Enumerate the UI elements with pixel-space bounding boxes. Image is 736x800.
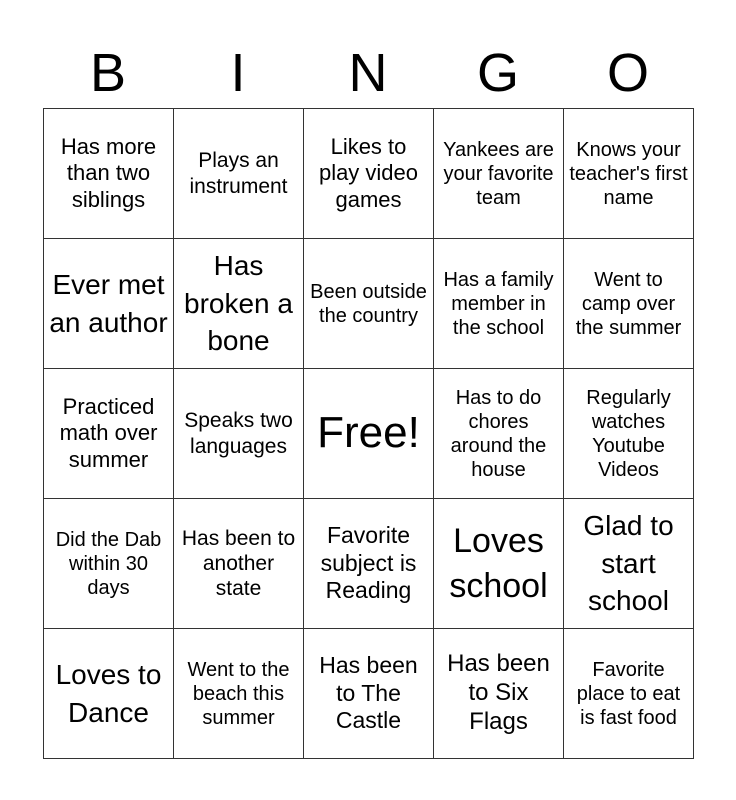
bingo-cell[interactable] bbox=[564, 369, 694, 499]
bingo-row bbox=[44, 109, 694, 239]
cell-text: Yankees are your favorite team bbox=[443, 138, 554, 209]
cell-text: Went to the beach this summer bbox=[187, 658, 290, 729]
cell-text: Has been to Six Flags bbox=[447, 650, 550, 735]
bingo-row bbox=[44, 369, 694, 499]
bingo-cell[interactable] bbox=[304, 499, 434, 629]
bingo-cell[interactable] bbox=[304, 629, 434, 759]
free-space-text: Free! bbox=[317, 408, 420, 458]
bingo-cell[interactable] bbox=[564, 499, 694, 629]
bingo-cell[interactable] bbox=[304, 109, 434, 239]
bingo-card bbox=[43, 108, 694, 759]
bingo-cell[interactable] bbox=[304, 239, 434, 369]
bingo-header bbox=[43, 38, 693, 108]
bingo-cell[interactable] bbox=[44, 369, 174, 499]
cell-text: Has more than two siblings bbox=[60, 133, 157, 212]
cell-text: Loves to Dance bbox=[55, 658, 162, 728]
bingo-cell[interactable] bbox=[564, 629, 694, 759]
cell-text: Has a family member in the school bbox=[443, 268, 554, 339]
bingo-cell[interactable] bbox=[44, 499, 174, 629]
header-letter-b: B bbox=[89, 43, 127, 103]
bingo-cell[interactable] bbox=[564, 109, 694, 239]
header-letter-o: O bbox=[606, 43, 649, 103]
bingo-cell[interactable] bbox=[174, 499, 304, 629]
cell-text: Knows your teacher's first name bbox=[569, 138, 688, 209]
free-space[interactable] bbox=[304, 369, 434, 499]
cell-text: Loves school bbox=[449, 522, 548, 605]
cell-text: Has broken a bone bbox=[184, 249, 293, 357]
bingo-row bbox=[44, 499, 694, 629]
bingo-cell[interactable] bbox=[434, 629, 564, 759]
cell-text: Regularly watches Youtube Videos bbox=[586, 386, 671, 481]
header-letter-i: I bbox=[230, 43, 246, 103]
cell-text: Plays an instrument bbox=[189, 149, 288, 198]
bingo-cell[interactable] bbox=[174, 369, 304, 499]
cell-text: Went to camp over the summer bbox=[575, 268, 682, 339]
bingo-cell[interactable] bbox=[434, 499, 564, 629]
cell-text: Glad to start school bbox=[583, 509, 674, 617]
cell-text: Has been to another state bbox=[181, 526, 296, 601]
cell-text: Has to do chores around the house bbox=[450, 386, 547, 481]
bingo-row bbox=[44, 239, 694, 369]
bingo-cell[interactable] bbox=[174, 239, 304, 369]
cell-text: Speaks two languages bbox=[184, 409, 293, 458]
cell-text: Favorite place to eat is fast food bbox=[576, 658, 681, 729]
cell-text: Likes to play video games bbox=[318, 133, 419, 212]
cell-text: Did the Dab within 30 days bbox=[55, 528, 162, 599]
bingo-cell[interactable] bbox=[174, 629, 304, 759]
bingo-cell[interactable] bbox=[434, 239, 564, 369]
cell-text: Has been to The Castle bbox=[319, 652, 418, 734]
bingo-cell[interactable] bbox=[174, 109, 304, 239]
bingo-cell[interactable] bbox=[434, 369, 564, 499]
cell-text: Practiced math over summer bbox=[59, 393, 158, 472]
cell-text: Favorite subject is Reading bbox=[320, 522, 417, 604]
header-letter-n: N bbox=[348, 43, 388, 103]
bingo-cell[interactable] bbox=[44, 239, 174, 369]
cell-text: Been outside the country bbox=[310, 280, 427, 327]
bingo-cell[interactable] bbox=[44, 629, 174, 759]
header-letter-g: G bbox=[476, 43, 519, 103]
cell-text: Ever met an author bbox=[49, 268, 168, 338]
bingo-cell[interactable] bbox=[434, 109, 564, 239]
bingo-row bbox=[44, 629, 694, 759]
bingo-cell[interactable] bbox=[44, 109, 174, 239]
bingo-cell[interactable] bbox=[564, 239, 694, 369]
